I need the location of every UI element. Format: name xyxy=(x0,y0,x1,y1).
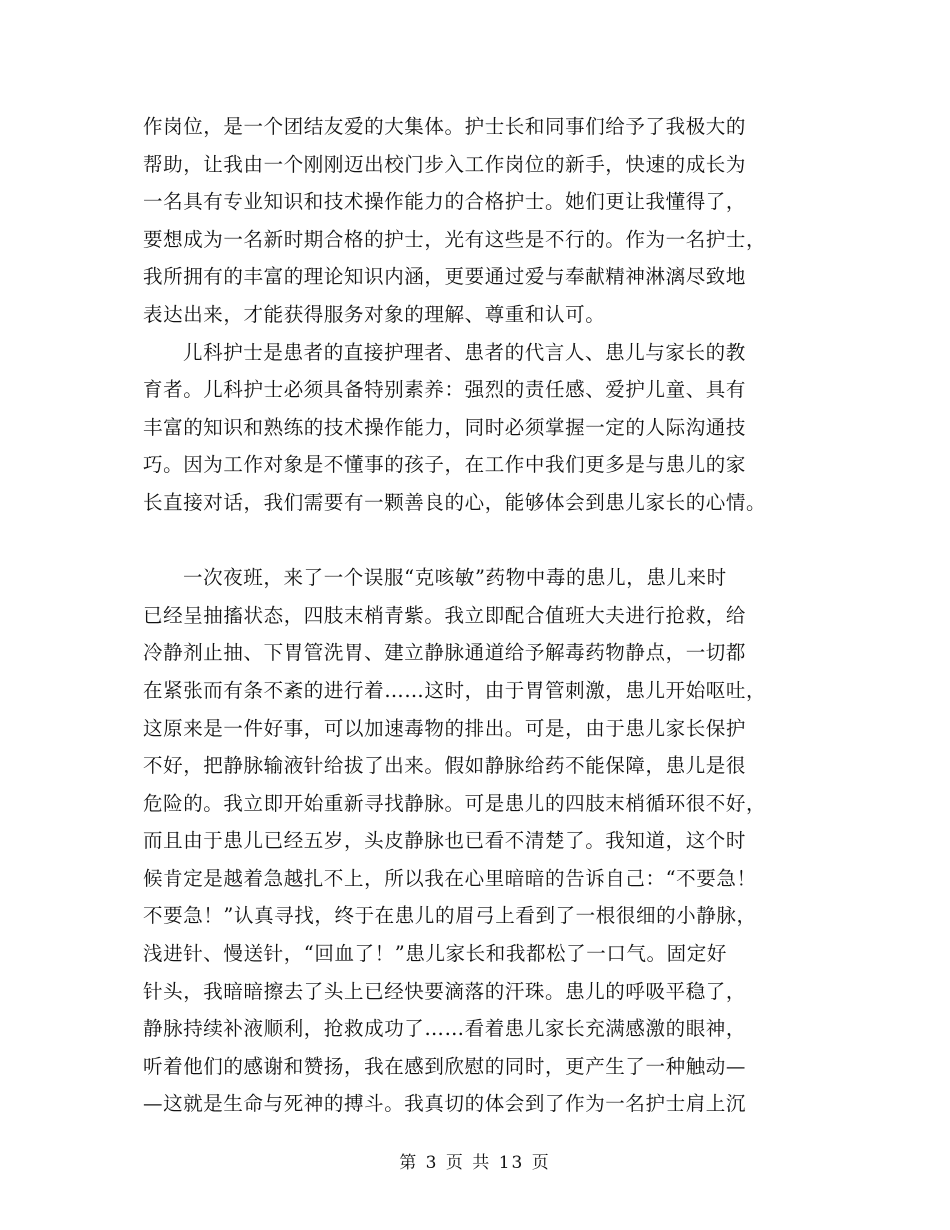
text-line: 丰富的知识和熟练的技术操作能力，同时必须掌握一定的人际沟通技 xyxy=(143,415,747,439)
paragraph-1 xyxy=(143,108,813,334)
text-line: 危险的。我立即开始重新寻找静脉。可是患儿的四肢末梢循环很不好， xyxy=(143,791,767,815)
text-line: 育者。儿科护士必须具备特别素养：强烈的责任感、爱护儿童、具有 xyxy=(143,378,747,402)
text-line: 儿科护士是患者的直接护理者、患者的代言人、患儿与家长的教 xyxy=(183,340,746,364)
text-line: 针头，我暗暗擦去了头上已经快要滴落的汗珠。患儿的呼吸平稳了， xyxy=(143,979,747,1003)
paragraph-3 xyxy=(143,559,813,1123)
paragraph-2 xyxy=(143,334,813,522)
paragraph-spacer xyxy=(143,522,813,560)
text-line: 巧。因为工作对象是不懂事的孩子，在工作中我们更多是与患儿的家 xyxy=(143,453,747,477)
text-line: 作岗位，是一个团结友爱的大集体。护士长和同事们给予了我极大的 xyxy=(143,115,747,138)
text-line: 静脉持续补液顺利，抢救成功了……看着患儿家长充满感激的眼神， xyxy=(143,1017,747,1041)
text-line: 候肯定是越着急越扎不上，所以我在心里暗暗的告诉自己：“不要急！ xyxy=(143,866,757,890)
text-line: 一次夜班，来了一个误服“克咳敏”药物中毒的患儿，患儿来时 xyxy=(183,566,727,590)
text-line: 听着他们的感谢和赞扬，我在感到欣慰的同时，更产生了一种触动— xyxy=(143,1054,747,1078)
text-line: 表达出来，才能获得服务对象的理解、尊重和认可。 xyxy=(143,302,606,326)
page-number-footer: 第 3 页 共 13 页 xyxy=(399,1153,551,1173)
text-line: —这就是生命与死神的搏斗。我真切的体会到了作为一名护士肩上沉 xyxy=(143,1092,747,1116)
text-line: 帮助，让我由一个刚刚迈出校门步入工作岗位的新手，快速的成长为 xyxy=(143,152,747,176)
text-line: 已经呈抽搐状态，四肢末梢青紫。我立即配合值班大夫进行抢救，给 xyxy=(143,603,747,627)
text-line: 不好，把静脉输液针给拔了出来。假如静脉给药不能保障，患儿是很 xyxy=(143,754,747,778)
text-line: 我所拥有的丰富的理论知识内涵，更要通过爱与奉献精神淋漓尽致地 xyxy=(143,265,747,289)
text-line: 一名具有专业知识和技术操作能力的合格护士。她们更让我懂得了， xyxy=(143,190,747,214)
text-line: 长直接对话，我们需要有一颗善良的心，能够体会到患儿家长的心情。 xyxy=(143,490,767,514)
text-line: 浅进针、慢送针，“回血了！”患儿家长和我都松了一口气。固定好 xyxy=(143,942,727,966)
text-line: 要想成为一名新时期合格的护士，光有这些是不行的。作为一名护士， xyxy=(143,227,767,251)
text-line: 在紧张而有条不紊的进行着……这时，由于胃管刺激，患儿开始呕吐， xyxy=(143,678,767,702)
text-line: 冷静剂止抽、下胃管洗胃、建立静脉通道给予解毒药物静点，一切都 xyxy=(143,641,747,665)
text-line: 不要急！”认真寻找，终于在患儿的眉弓上看到了一根很细的小静脉， xyxy=(143,904,757,928)
body-text xyxy=(143,108,813,1123)
text-line: 这原来是一件好事，可以加速毒物的排出。可是，由于患儿家长保护 xyxy=(143,716,747,740)
text-line: 而且由于患儿已经五岁，头皮静脉也已看不清楚了。我知道，这个时 xyxy=(143,829,747,853)
